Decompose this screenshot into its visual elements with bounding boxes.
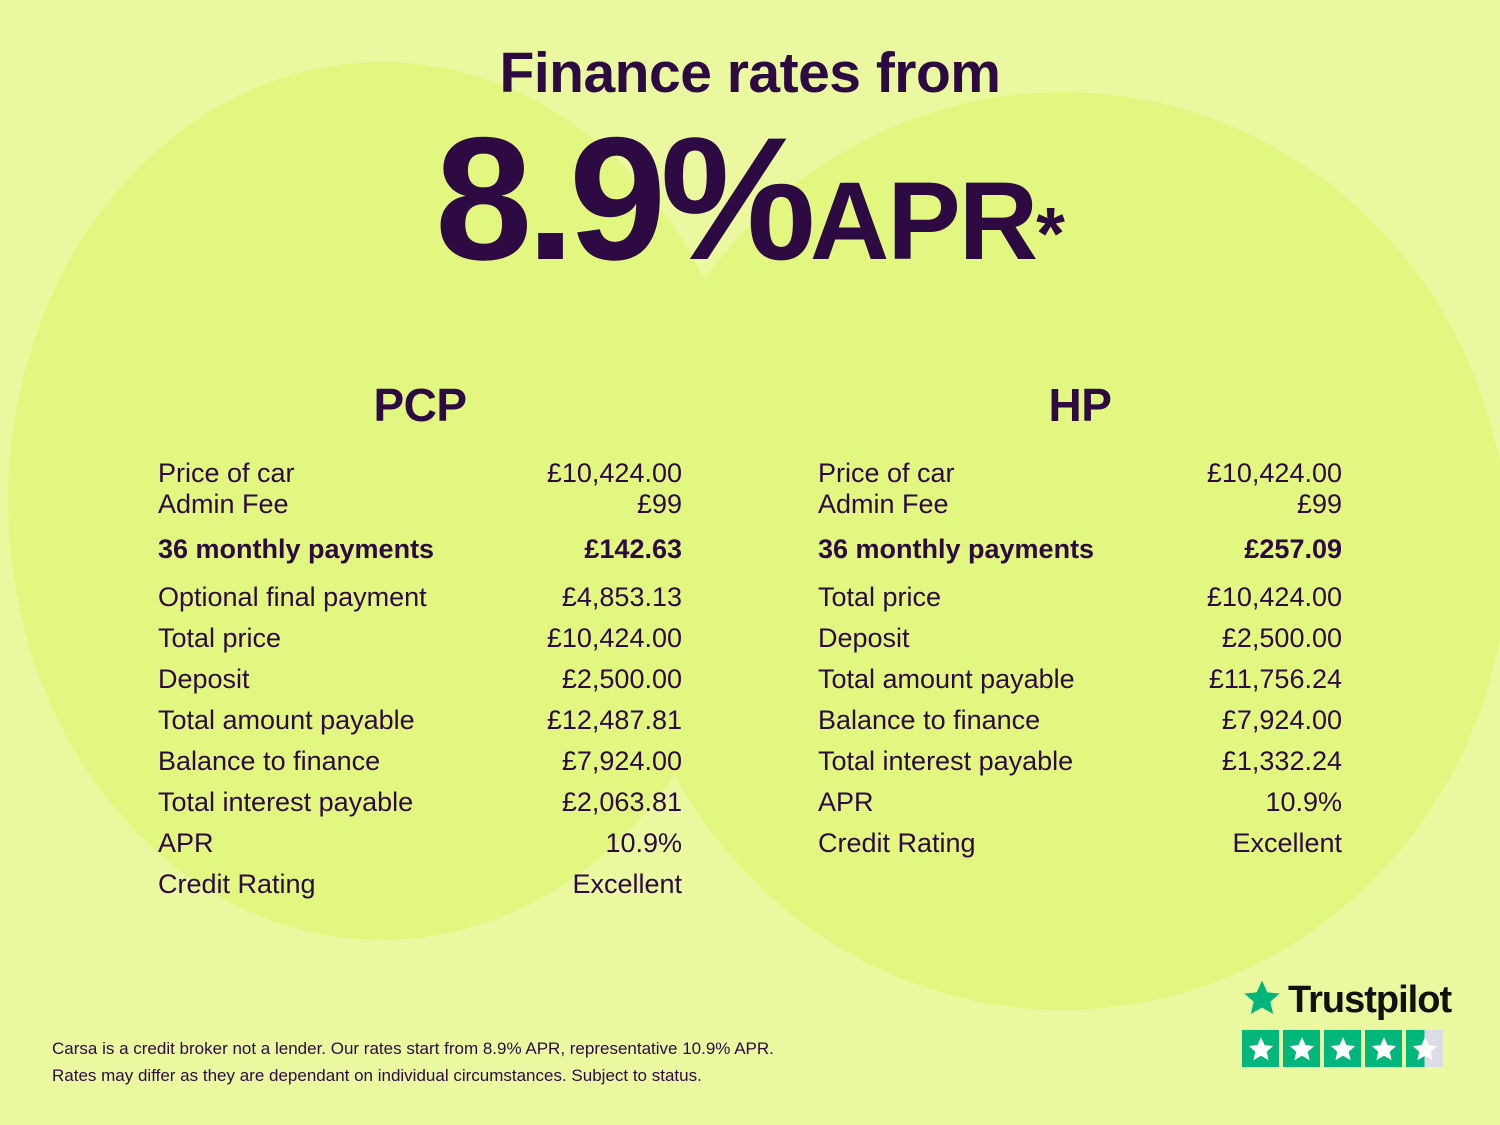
table-row xyxy=(110,659,730,700)
row-label: APR xyxy=(818,787,874,817)
row-label: Deposit xyxy=(158,664,250,694)
table-row xyxy=(110,864,730,905)
trustpilot-star-icon xyxy=(1242,978,1282,1023)
row-value: 10.9% xyxy=(605,828,682,858)
row-value: £10,424.00 xyxy=(1206,582,1342,612)
table-row xyxy=(770,577,1390,618)
row-value: 10.9% xyxy=(1265,787,1342,817)
rating-star-icon xyxy=(1365,1030,1402,1067)
footnote-line-1: Carsa is a credit broker not a lender. Our rates start from 8.9% APR, representative 10.9% APR. xyxy=(52,1039,774,1059)
table-row xyxy=(110,823,730,864)
page-title: Finance rates from xyxy=(499,41,1001,105)
row-value: £2,500.00 xyxy=(1221,623,1342,653)
row-label: Price of car xyxy=(158,458,295,488)
row-value: £1,332.24 xyxy=(1221,746,1342,776)
row-label: Total amount payable xyxy=(158,705,415,735)
row-value: Excellent xyxy=(572,869,682,899)
table-row-highlight xyxy=(770,520,1390,577)
rating-star-icon xyxy=(1324,1030,1361,1067)
row-value: £10,424.00 xyxy=(546,623,682,653)
table-row xyxy=(770,458,1390,489)
row-value: £142.63 xyxy=(584,534,682,564)
finance-table-pcp xyxy=(110,458,730,905)
row-value: £2,500.00 xyxy=(561,664,682,694)
row-value: £99 xyxy=(636,489,682,519)
row-label: Admin Fee xyxy=(158,489,289,519)
row-label: Price of car xyxy=(818,458,955,488)
row-value: £7,924.00 xyxy=(561,746,682,776)
trustpilot-badge xyxy=(1242,978,1452,1067)
row-label: Total amount payable xyxy=(818,664,1075,694)
apr-asterisk: * xyxy=(1036,192,1065,275)
column-title-hp: HP xyxy=(1048,379,1112,431)
row-label: Balance to finance xyxy=(818,705,1041,735)
table-row xyxy=(110,782,730,823)
finance-column-pcp xyxy=(90,378,750,905)
apr-label: APR xyxy=(809,160,1037,283)
trustpilot-wordmark: Trustpilot xyxy=(1288,979,1452,1021)
footnote-line-2: Rates may differ as they are dependant on individual circumstances. Subject to status. xyxy=(52,1065,702,1085)
table-row xyxy=(770,741,1390,782)
row-label: Credit Rating xyxy=(818,828,976,858)
row-label: Balance to finance xyxy=(158,746,381,776)
row-value: £99 xyxy=(1296,489,1342,519)
row-label: APR xyxy=(158,828,214,858)
row-value: £4,853.13 xyxy=(561,582,682,612)
apr-headline xyxy=(0,102,1500,297)
table-row xyxy=(770,659,1390,700)
row-value: £10,424.00 xyxy=(546,458,682,488)
rating-star-half-icon xyxy=(1406,1030,1443,1067)
apr-rate-value: 8.9% xyxy=(435,102,810,297)
row-value: £12,487.81 xyxy=(546,705,682,735)
rating-star-icon xyxy=(1283,1030,1320,1067)
finance-column-hp xyxy=(750,378,1410,905)
table-row xyxy=(770,489,1390,520)
row-label: 36 monthly payments xyxy=(158,534,435,564)
row-value: £10,424.00 xyxy=(1206,458,1342,488)
table-row-highlight xyxy=(110,520,730,577)
rating-star-icon xyxy=(1242,1030,1279,1067)
row-label: Total interest payable xyxy=(158,787,414,817)
column-title-pcp: PCP xyxy=(373,379,467,431)
table-row xyxy=(770,618,1390,659)
row-label: Total price xyxy=(158,623,282,653)
row-value: £11,756.24 xyxy=(1208,664,1342,694)
row-label: Admin Fee xyxy=(818,489,949,519)
finance-columns xyxy=(0,378,1500,905)
row-value: £257.09 xyxy=(1244,534,1342,564)
table-row xyxy=(770,823,1390,864)
table-row xyxy=(770,700,1390,741)
row-label: Deposit xyxy=(818,623,910,653)
trustpilot-rating-stars xyxy=(1242,1030,1452,1067)
trustpilot-logo xyxy=(1242,978,1452,1023)
legal-footnote xyxy=(52,1036,774,1089)
table-row xyxy=(110,489,730,520)
table-row xyxy=(110,577,730,618)
table-row xyxy=(110,700,730,741)
row-label: Total interest payable xyxy=(818,746,1074,776)
row-label: Optional final payment xyxy=(158,582,427,612)
table-row xyxy=(770,782,1390,823)
row-label: 36 monthly payments xyxy=(818,534,1095,564)
row-label: Credit Rating xyxy=(158,869,316,899)
table-row xyxy=(110,458,730,489)
row-label: Total price xyxy=(818,582,942,612)
finance-table-hp xyxy=(770,458,1390,864)
row-value: £2,063.81 xyxy=(561,787,682,817)
table-row xyxy=(110,618,730,659)
table-row xyxy=(110,741,730,782)
row-value: £7,924.00 xyxy=(1221,705,1342,735)
row-value: Excellent xyxy=(1232,828,1342,858)
